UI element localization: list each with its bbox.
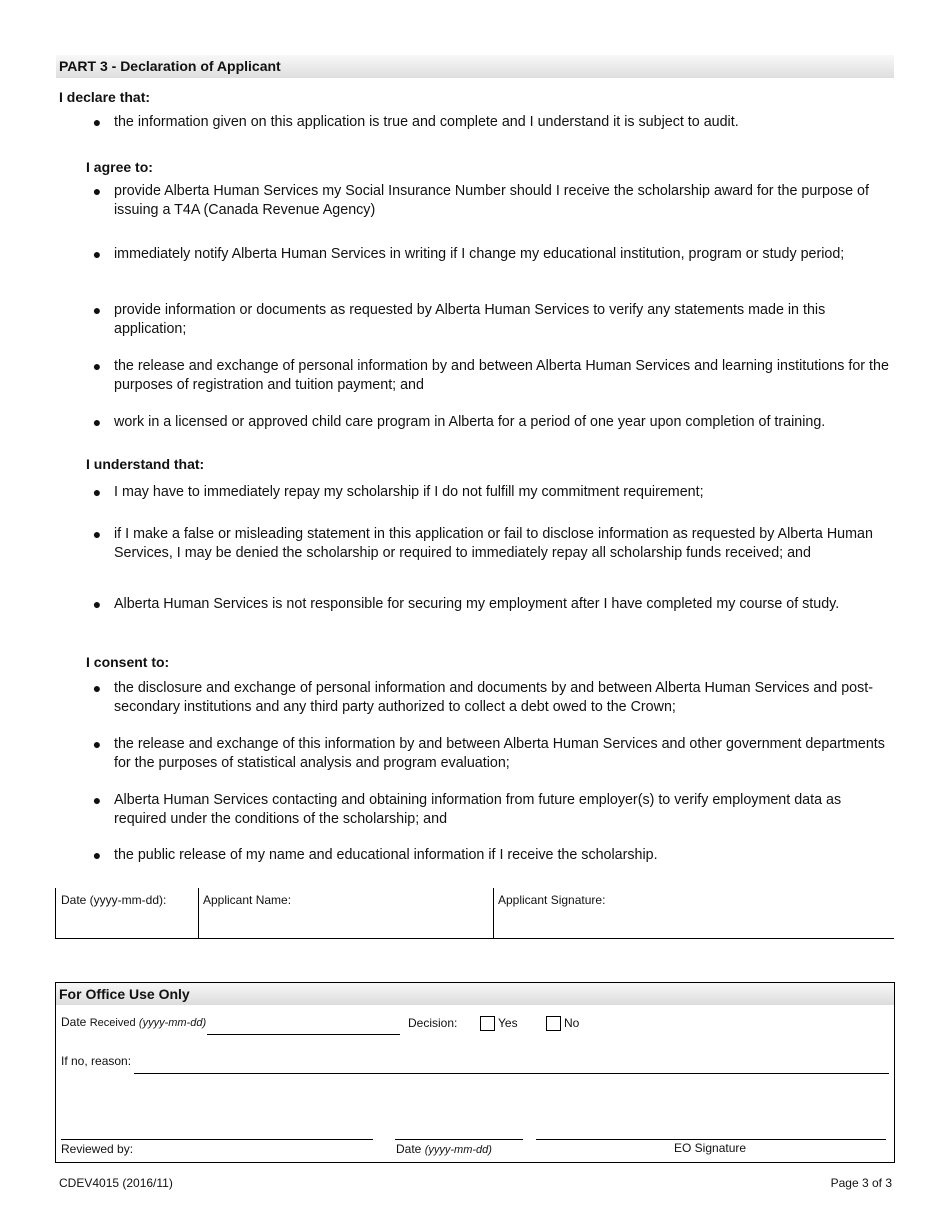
bullet-icon: ● [92, 414, 102, 430]
agree-heading: I agree to: [86, 159, 153, 175]
signature-table-divider [493, 888, 494, 939]
date-received-field[interactable] [207, 1012, 400, 1034]
agree-item-4: ● the release and exchange of personal information by and between Alberta Human Services and learning institutions for the purposes of registration and tuition payment; and [90, 357, 890, 395]
bullet-icon: ● [92, 680, 102, 696]
bullet-icon: ● [92, 484, 102, 500]
applicant-name-field[interactable] [200, 910, 492, 937]
reviewed-by-label: Reviewed by: [61, 1142, 134, 1156]
consent-item-2: ● the release and exchange of this information by and between Alberta Human Services and other government departments for the purposes of statistical analysis and program evaluation; [90, 735, 890, 773]
declare-item-1: ● the information given on this application is true and complete and I understand it is subject to audit. [90, 113, 890, 132]
reason-label: If no, reason: [61, 1054, 132, 1068]
decision-yes-checkbox[interactable] [480, 1016, 495, 1031]
date-received-underline [207, 1034, 400, 1035]
date-field[interactable] [57, 910, 197, 937]
consent-item-4: ● the public release of my name and educational information if I receive the scholarship. [90, 846, 890, 865]
signature-table-border-bottom [55, 938, 894, 939]
date-received-label: Date Received (yyyy-mm-dd) [61, 1015, 207, 1029]
review-date-underline [395, 1139, 523, 1140]
signature-table-border-left [55, 888, 56, 939]
bullet-icon: ● [92, 302, 102, 318]
applicant-signature-label: Applicant Signature: [498, 893, 606, 907]
declare-heading: I declare that: [59, 89, 151, 105]
understand-item-2: ● if I make a false or misleading statement in this application or fail to disclose information as requested by Alberta Human Services, I may be denied the scholarship or required to immediately repay all scholarship funds received; and [90, 525, 890, 563]
signature-table-divider [198, 888, 199, 939]
consent-item-1: ● the disclosure and exchange of personal information and documents by and between Alberta Human Services and post-secondary institutions and any third party authorized to collect a debt owed to the Crown; [90, 679, 890, 717]
bullet-icon: ● [92, 526, 102, 542]
reviewed-by-underline [61, 1139, 373, 1140]
agree-item-5: ● work in a licensed or approved child care program in Alberta for a period of one year upon completion of training. [90, 413, 890, 432]
decision-no-checkbox[interactable] [546, 1016, 561, 1031]
form-code: CDEV4015 (2016/11) [59, 1176, 173, 1190]
eo-signature-label: EO Signature [674, 1141, 747, 1155]
eo-signature-field[interactable] [536, 1110, 886, 1139]
bullet-icon: ● [92, 596, 102, 612]
decision-yes-label: Yes [498, 1016, 518, 1030]
reason-field[interactable] [134, 1050, 889, 1073]
consent-heading: I consent to: [86, 654, 170, 670]
bullet-icon: ● [92, 847, 102, 863]
reason-underline [134, 1073, 889, 1074]
office-use-title: For Office Use Only [59, 986, 190, 1002]
bullet-icon: ● [92, 358, 102, 374]
decision-label: Decision: [408, 1016, 458, 1030]
eo-signature-underline [536, 1139, 886, 1140]
understand-item-1: ● I may have to immediately repay my scholarship if I do not fulfill my commitment requirement; [90, 483, 890, 502]
agree-item-3: ● provide information or documents as requested by Alberta Human Services to verify any statements made in this application; [90, 301, 890, 339]
review-date-label: Date (yyyy-mm-dd) [396, 1142, 492, 1156]
reviewed-by-field[interactable] [61, 1110, 373, 1139]
page-number: Page 3 of 3 [830, 1176, 892, 1190]
applicant-signature-field[interactable] [495, 910, 893, 937]
bullet-icon: ● [92, 246, 102, 262]
date-field-label: Date (yyyy-mm-dd): [61, 893, 167, 907]
bullet-icon: ● [92, 736, 102, 752]
agree-item-2: ● immediately notify Alberta Human Services in writing if I change my educational institution, program or study period; [90, 245, 890, 264]
bullet-icon: ● [92, 792, 102, 808]
bullet-icon: ● [92, 183, 102, 199]
bullet-icon: ● [92, 114, 102, 130]
decision-no-label: No [564, 1016, 580, 1030]
part-title: PART 3 - Declaration of Applicant [59, 58, 281, 74]
consent-item-3: ● Alberta Human Services contacting and obtaining information from future employer(s) to verify employment data as required under the conditions of the scholarship; and [90, 791, 890, 829]
applicant-name-label: Applicant Name: [203, 893, 292, 907]
understand-heading: I understand that: [86, 456, 205, 472]
agree-item-1: ● provide Alberta Human Services my Social Insurance Number should I receive the scholarship award for the purpose of issuing a T4A (Canada Revenue Agency) [90, 182, 890, 220]
understand-item-3: ● Alberta Human Services is not responsible for securing my employment after I have completed my course of study. [90, 595, 890, 614]
review-date-field[interactable] [395, 1110, 523, 1139]
